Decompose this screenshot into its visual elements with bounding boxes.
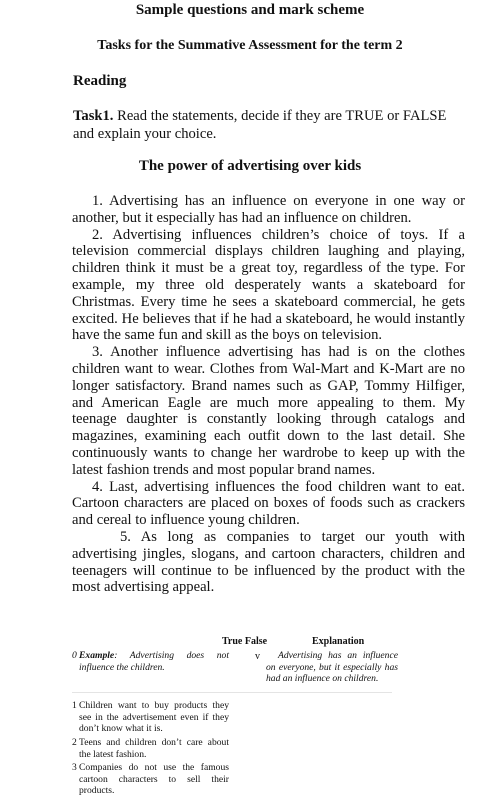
example-explanation: Advertising has an influence on everyone, but it especially has had an influence on children.: [266, 650, 398, 685]
passage-paragraph-2: 2. Advertising influences children’s choice of toys. If a television commercial displays children laughing and playing, children think it must be a great toy, regardless of the type. For example, my three old desperately wants a skateboard for Christmas. Every time he sees a skateboard commercial, he gets excited. He believes that if he had a skateboard, he would instantly have the same fun and skill as the boys on television.: [72, 226, 465, 344]
section-heading: Reading: [73, 73, 127, 89]
example-true-mark: v: [255, 651, 260, 662]
passage-title: The power of advertising over kids: [138, 158, 362, 174]
example-statement-text: : Advertising does not influence the children.: [79, 650, 229, 673]
table-divider: [72, 692, 392, 693]
passage-paragraph-3: 3. Another influence advertising has had is on the clothes children want to wear. Clothes from Wal-Mart and K-Mart are no longer satisfactory. Brand names such as GAP, Tommy Hilfiger, and American Eagle are much more appealing to them. My teenage daughter is constantly looking through catalogs and magazines, examining each outfit down to the last detail. She continuously wants to change her wardrobe to keep up with the latest fashion trends and most popular brand names.: [72, 344, 465, 478]
document-title: Sample questions and mark scheme: [135, 2, 365, 18]
passage-body: [72, 193, 465, 596]
row-number: 1: [72, 700, 77, 711]
row-number: 2: [72, 737, 77, 748]
row-statement: Teens and children don’t care about the latest fashion.: [79, 737, 229, 760]
table-row: [72, 700, 232, 736]
row-number: 0: [72, 650, 77, 661]
document-subtitle: Tasks for the Summative Assessment for the term 2: [97, 38, 403, 53]
example-statement: [79, 650, 229, 673]
task-text: Read the statements, decide if they are TRUE or FALSE and explain your choice.: [73, 108, 447, 142]
example-row: [72, 650, 232, 674]
example-label: Example: [79, 650, 115, 661]
column-header-explanation: Explanation: [312, 636, 365, 647]
row-number: 3: [72, 762, 77, 773]
task-instruction: [73, 107, 465, 143]
passage-paragraph-5: 5. As long as companies to target our youth with advertising jingles, slogans, and cartoon characters, children and teenagers will continue to be influenced by the product with the most advertising appeal.: [72, 528, 465, 596]
row-statement: Companies do not use the famous cartoon characters to sell their products.: [79, 762, 229, 797]
task-label: Task1.: [73, 108, 114, 124]
row-statement: Children want to buy products they see in the advertisement even if they don’t know what it is.: [79, 700, 229, 735]
table-row: [72, 762, 232, 798]
table-row: [72, 737, 232, 761]
passage-paragraph-1: 1. Advertising has an influence on everyone in one way or another, but it especially has had an influence on children.: [72, 193, 465, 226]
column-header-true-false: True False: [222, 636, 268, 647]
passage-paragraph-4: 4. Last, advertising influences the food children want to eat. Cartoon characters are placed on boxes of foods such as crackers and cereal to influence young children.: [72, 478, 465, 529]
